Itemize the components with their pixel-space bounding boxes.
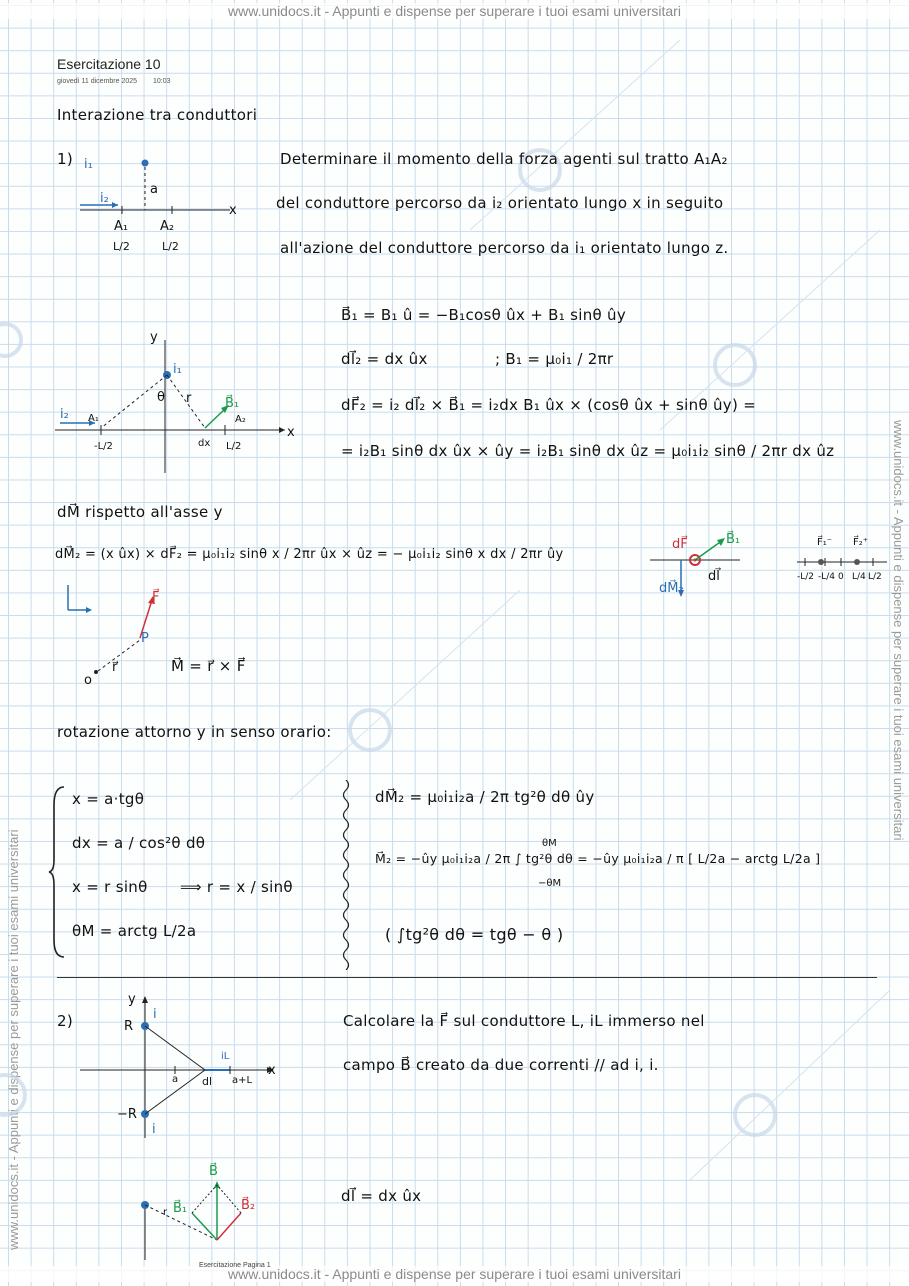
system-brace bbox=[48, 785, 68, 960]
problem1-text-1: Determinare il momento della forza agenti sul tratto A₁A₂ bbox=[280, 150, 728, 168]
wavy-divider bbox=[338, 780, 354, 970]
d1-label-L2: L/2 bbox=[162, 240, 179, 253]
d2-label-mL2: -L/2 bbox=[94, 441, 113, 452]
p2-label-B: B⃗ bbox=[209, 1164, 218, 1179]
p2-label-B2: B⃗₂ bbox=[241, 1198, 256, 1213]
problem2-text-1: Calcolare la F⃗ sul conduttore L, iL immerso nel bbox=[343, 1012, 705, 1030]
tick-label-F1: F⃗₁⁻ bbox=[817, 537, 833, 548]
d2-label-x: x bbox=[287, 425, 295, 440]
d2-label-i2: i₂ bbox=[60, 407, 69, 422]
small-label-dF: dF⃗ bbox=[672, 537, 688, 552]
p2-label-iL: iL bbox=[221, 1051, 230, 1062]
tick-label-0: -L/2 bbox=[797, 572, 815, 582]
eq-dF2: dF⃗₂ = i₂ dl⃗₂ × B⃗₁ = i₂dx B₁ ûx × (cosθ ûx + sinθ ûy) = bbox=[341, 396, 757, 414]
eq-B1-magnitude: ; B₁ = μ₀i₁ / 2πr bbox=[495, 350, 614, 368]
diagram-problem1 bbox=[70, 150, 250, 265]
moment-equation: dM⃗₂ = (x ûx) × dF⃗₂ = μ₀i₁i₂ sinθ x / 2πr ûx × ûz = − μ₀i₁i₂ sinθ x dx / 2πr ûy bbox=[55, 547, 564, 562]
eq-dF2-result: = i₂B₁ sinθ dx ûx × ûy = i₂B₁ sinθ dx ûz = μ₀i₁i₂ sinθ / 2πr dx ûz bbox=[341, 442, 835, 460]
d2-label-theta: θ bbox=[157, 390, 165, 405]
d1-label-i1: i₁ bbox=[84, 157, 93, 172]
problem2-text-2: campo B⃗ creato da due correnti // ad i, i. bbox=[343, 1056, 659, 1074]
d2-label-y: y bbox=[150, 330, 158, 345]
problem1-number: 1) bbox=[57, 150, 73, 168]
p2-label-R: R bbox=[124, 1019, 134, 1034]
small-label-dl: dl⃗ bbox=[708, 569, 720, 584]
p2-eq-dl: dl⃗ = dx ûx bbox=[341, 1187, 422, 1205]
p2-label-r: r bbox=[163, 1207, 168, 1218]
vec-label-r: r⃗ bbox=[112, 660, 118, 675]
vec-label-P: P bbox=[141, 631, 149, 646]
system-line4: θM = arctg L/2a bbox=[72, 922, 197, 940]
result-line3: ( ∫tg²θ dθ = tgθ − θ ) bbox=[385, 925, 564, 944]
moment-heading: dM⃗ rispetto all'asse y bbox=[57, 503, 223, 521]
d2-label-L2: L/2 bbox=[226, 441, 242, 452]
d1-label-L1: L/2 bbox=[113, 240, 130, 253]
problem1-text-2: del conduttore percorso da i₂ orientato lungo x in seguito bbox=[276, 194, 724, 212]
watermark-bottom: www.unidocs.it - Appunti e dispense per superare i tuoi esami universitari bbox=[0, 1266, 909, 1282]
system-line2: dx = a / cos²θ dθ bbox=[72, 834, 206, 852]
p2-label-B1: B⃗₁ bbox=[173, 1201, 188, 1216]
vec-label-O: o bbox=[84, 673, 92, 688]
small-label-dM: dM⃗₂ bbox=[659, 581, 684, 596]
tick-label-2: 0 bbox=[838, 572, 844, 582]
tick-label-1: -L/4 bbox=[818, 572, 836, 582]
rotation-text: rotazione attorno y in senso orario: bbox=[57, 723, 332, 741]
section-title: Interazione tra conduttori bbox=[57, 106, 258, 124]
section-divider bbox=[57, 977, 877, 978]
result-line1: dM⃗₂ = μ₀i₁i₂a / 2π tg²θ dθ ûy bbox=[375, 788, 595, 806]
eq-B1: B⃗₁ = B₁ û = −B₁cosθ ûx + B₁ sinθ ûy bbox=[341, 306, 627, 324]
system-line3a: x = r sinθ bbox=[72, 878, 148, 896]
diagram-problem2 bbox=[75, 990, 285, 1140]
d2-label-A2: A₂ bbox=[235, 414, 246, 425]
watermark-top: www.unidocs.it - Appunti e dispense per superare i tuoi esami universitari bbox=[0, 3, 909, 19]
eq-dl2: dl⃗₂ = dx ûx bbox=[341, 350, 428, 368]
p2-label-x: x bbox=[268, 1063, 276, 1078]
result-lower-limit: −θM bbox=[538, 878, 562, 889]
page-date: giovedì 11 dicembre 2025 bbox=[57, 78, 138, 85]
page-title: Esercitazione 10 bbox=[57, 56, 161, 72]
watermark-right: www.unidocs.it - Appunti e dispense per superare i tuoi esami universitari bbox=[891, 420, 906, 841]
d1-label-A2: A₂ bbox=[160, 219, 175, 234]
p2-label-i-top: i bbox=[153, 1007, 157, 1022]
p2-label-aL: a+L bbox=[232, 1075, 253, 1086]
p2-label-a: a bbox=[172, 1074, 179, 1085]
problem1-text-3: all'azione del conduttore percorso da i₁ orientato lungo z. bbox=[280, 239, 729, 257]
d1-label-A1: A₁ bbox=[114, 219, 129, 234]
d2-label-r: r bbox=[186, 391, 192, 406]
d2-label-i1: i₁ bbox=[173, 362, 182, 377]
page-time: 10:03 bbox=[153, 78, 171, 85]
p2-label-y: y bbox=[128, 992, 136, 1007]
d2-label-dx: dx bbox=[198, 438, 211, 449]
d2-label-A1: A₁ bbox=[88, 413, 99, 424]
d1-label-a: a bbox=[150, 182, 158, 197]
d2-label-B1: B⃗₁ bbox=[225, 396, 240, 411]
watermark-left: www.unidocs.it - Appunti e dispense per superare i tuoi esami universitari bbox=[6, 829, 21, 1250]
tick-label-F2: F⃗₂⁺ bbox=[853, 537, 869, 548]
p2-label-dl: dl bbox=[202, 1075, 213, 1088]
d1-label-x: x bbox=[229, 203, 237, 218]
tick-label-4: L/2 bbox=[868, 572, 882, 582]
problem2-number: 2) bbox=[57, 1012, 73, 1030]
system-line3b: ⟹ r = x / sinθ bbox=[180, 878, 293, 896]
vec-formula: M⃗ = r⃗ × F⃗ bbox=[171, 657, 246, 675]
diagram-geometry bbox=[55, 325, 305, 475]
footer-page-name: Esercitazione Pagina 1 bbox=[199, 1262, 271, 1269]
p2-label-mR: −R bbox=[117, 1107, 137, 1122]
result-upper-limit: θM bbox=[542, 838, 557, 849]
vec-label-F: F⃗ bbox=[152, 590, 160, 605]
result-line2: M⃗₂ = −ûy μ₀i₁i₂a / 2π ∫ tg²θ dθ = −ûy μ₀i₁i₂a / π [ L/2a − arctg L/2a ] bbox=[375, 851, 821, 866]
small-label-B1: B⃗₁ bbox=[726, 532, 741, 547]
system-line1: x = a·tgθ bbox=[72, 790, 145, 808]
tick-label-3: L/4 bbox=[852, 572, 866, 582]
d1-label-i2: i₂ bbox=[100, 191, 109, 206]
p2-label-i-bottom: i bbox=[152, 1122, 156, 1137]
